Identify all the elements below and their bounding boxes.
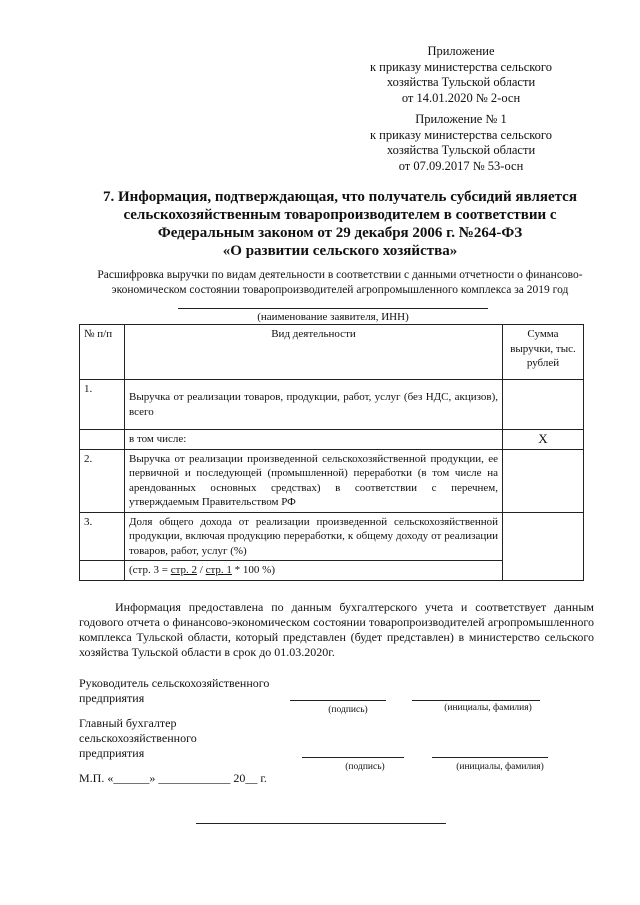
row-formula [125,561,503,581]
info-paragraph-text: Информация предоставлена по данным бухгалтерского учета и соответствует данным годового отчета о финансово-экономическом состоянии товаропроизводителей агропромышленного комплекса Тульской области, который представлен (будет представлен) в министерство сельского хозяйства Тульской области в срок до 01.03.2020г. [79,600,594,659]
head-label [79,676,269,706]
accountant-name-line[interactable] [432,757,548,758]
formula-ref-row2: стр. 2 [170,564,198,576]
formula-ref-row1: стр. 1 [205,564,232,576]
row-activity: Доля общего дохода от реализации произведенной сельскохозяйственной продукции, включая продукцию переработки, к общему доходу от реализации товаров, работ, услуг (%) [125,512,503,561]
applicant-caption: (наименование заявителя, ИНН) [257,311,409,323]
document-title [60,188,620,260]
revenue-table [79,324,584,581]
subtitle-line: экономическом состоянии товаропроизводителей агропромышленного комплекса за 2019 год [111,284,569,296]
appendix-header-original [370,112,552,174]
title-line: Федеральным законом от 29 декабря 2006 г. №264-ФЗ [157,225,523,241]
table-row [80,430,584,450]
row-activity: Выручка от реализации товаров, продукции, работ, услуг (без НДС, акцизов), всего [125,380,503,430]
appendix-line: от 14.01.2020 № 2-осн [401,90,521,105]
appendix-line: от 07.09.2017 № 53-осн [398,158,524,173]
row-number [80,561,125,581]
appendix-line: хозяйства Тульской области [386,75,536,89]
title-line: 7. Информация, подтверждающая, что получатель субсидий является [103,189,577,205]
accountant-name-caption: (инициалы, фамилия) [456,762,544,772]
head-label-line: Руководитель сельскохозяйственного [79,676,270,690]
header-number: № п/п [80,325,125,380]
appendix-line: Приложение [427,44,495,58]
accountant-label-line: сельскохозяйственного [79,731,197,745]
appendix-line: к приказу министерства сельского [369,127,552,142]
title-line: сельскохозяйственным товаропроизводителем в соответствии с [123,207,557,223]
row-sum-cell[interactable] [503,380,584,430]
appendix-header-current [370,44,552,106]
head-signature-caption: (подпись) [328,705,368,715]
header-activity: Вид деятельности [125,325,503,380]
formula-suffix: * 100 %) [231,564,275,576]
table-row [80,380,584,430]
row-activity: Выручка от реализации произведенной сельскохозяйственной продукции, ее первичной и последующей (промышленной) переработки (в том числе на арендованных основных средствах) в соответствии с перечнем, утверждаемым Правительством РФ [125,449,503,512]
info-paragraph [79,600,594,660]
title-line: «О развитии сельского хозяйства» [222,243,458,259]
table-row [80,449,584,512]
accountant-signature-caption: (подпись) [345,762,385,772]
header-sum: Сумма выручки, тыс. рублей [503,325,584,380]
document-subtitle [60,268,620,298]
row-number: 1. [80,380,125,430]
row-number: 2. [80,449,125,512]
row-sum-cell[interactable] [503,512,584,580]
accountant-label-line: предприятия [79,746,145,760]
accountant-label-line: Главный бухгалтер [79,716,177,730]
table-header-row [80,325,584,380]
bottom-separator-line [196,823,446,824]
appendix-line: к приказу министерства сельского [369,59,552,74]
head-signature-line[interactable] [290,700,386,701]
head-name-line[interactable] [412,700,540,701]
applicant-name-field[interactable] [178,308,488,324]
formula-slash: / [197,564,206,576]
row-number: 3. [80,512,125,561]
row-activity: в том числе: [125,430,503,450]
row-sum-cell: Х [503,430,584,450]
row-sum-cell[interactable] [503,449,584,512]
head-label-line: предприятия [79,691,145,705]
subtitle-line: Расшифровка выручки по видам деятельности в соответствии с данными отчетности о финансово- [97,269,583,281]
appendix-line: Приложение № 1 [415,112,507,126]
head-name-caption: (инициалы, фамилия) [444,703,532,713]
accountant-signature-line[interactable] [302,757,404,758]
table-row [80,512,584,561]
formula-prefix: (стр. 3 = [129,564,171,576]
stamp-date-line: М.П. «______» ____________ 20__ г. [79,771,267,785]
appendix-line: хозяйства Тульской области [386,143,536,157]
accountant-label [79,716,197,761]
row-number [80,430,125,450]
